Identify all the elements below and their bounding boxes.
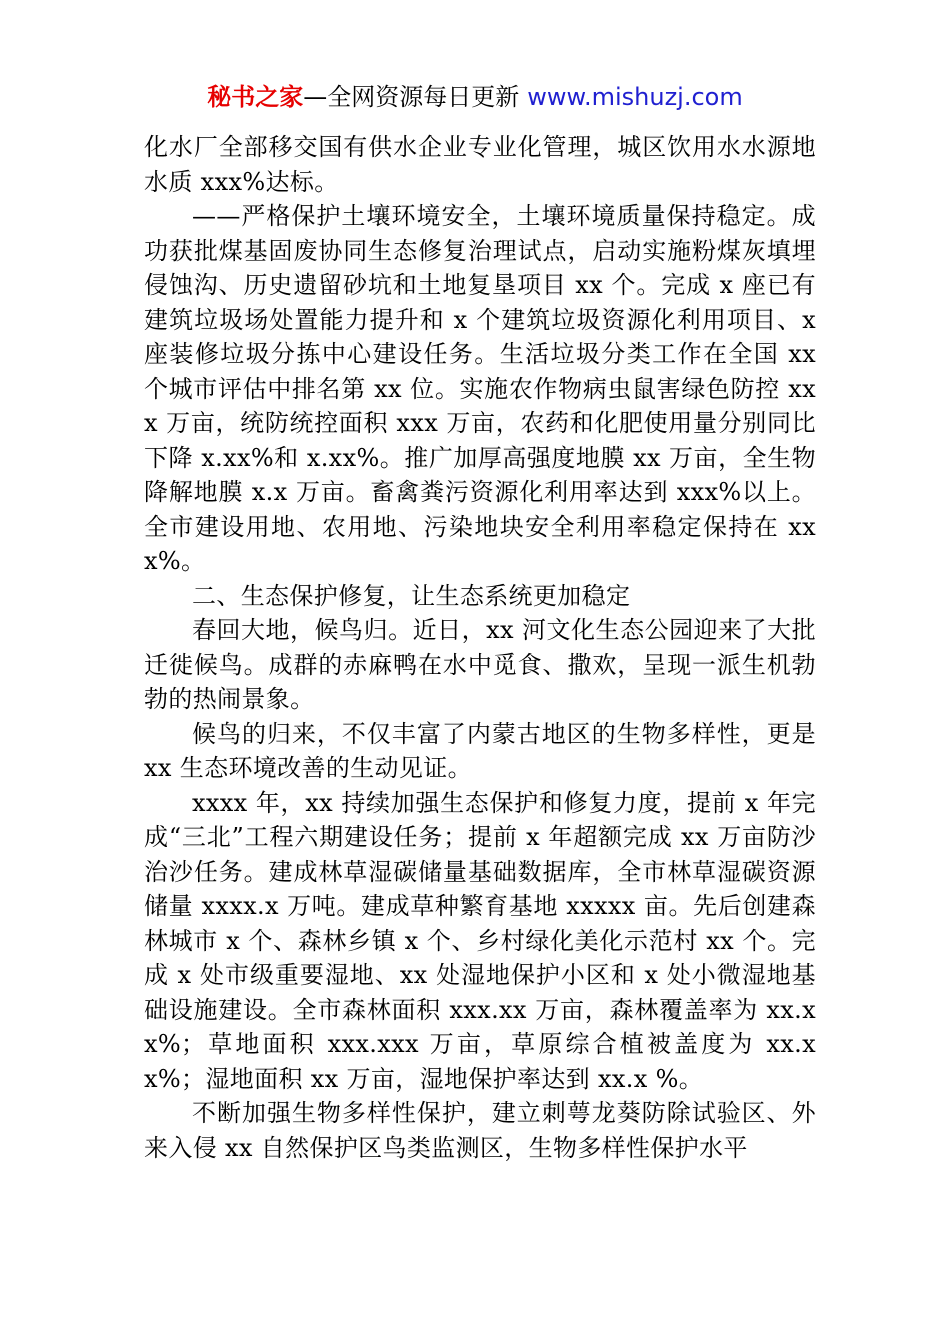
page-header [0,80,950,114]
paragraph: 春回大地，候鸟归。近日，xx 河文化生态公园迎来了大批迁徙候鸟。成群的赤麻鸭在水中觅食、撒欢，呈现一派生机勃勃的热闹景象。 [144,616,816,713]
header-tagline: —全网资源每日更新 [303,83,520,111]
paragraph: ——严格保护土壤环境安全，土壤环境质量保持稳定。成功获批煤基固废协同生态修复治理试点，启动实施粉煤灰填埋侵蚀沟、历史遗留砂坑和土地复垦项目 xx 个。完成 x 座已有建筑垃圾场处置能力提升和 x 个建筑垃圾资源化利用项目、x 座装修垃圾分拣中心建设任务。生活垃圾分类工作在全国 xx 个城市评估中排名第 xx 位。实施农作物病虫鼠害绿色防控 xxx 万亩，统防统控面积 xxx 万亩，农药和化肥使用量分别同比下降 x.xx%和 x.xx%。推广加厚高强度地膜 xx 万亩，全生物降解地膜 x.x 万亩。畜禽粪污资源化利用率达到 xxx%以上。全市建设用地、农用地、污染地块安全利用率稳定保持在 xxx%。 [144,202,816,575]
paragraph: xxxx 年，xx 持续加强生态保护和修复力度，提前 x 年完成“三北”工程六期建设任务；提前 x 年超额完成 xx 万亩防沙治沙任务。建成林草湿碳储量基础数据库，全市林草湿碳资源储量 xxxx.x 万吨。建成草种繁育基地 xxxxx 亩。先后创建森林城市 x 个、森林乡镇 x 个、乡村绿化美化示范村 xx 个。完成 x 处市级重要湿地、xx 处湿地保护小区和 x 处小微湿地基础设施建设。全市森林面积 xxx.xx 万亩，森林覆盖率为 xx.xx%；草地面积 xxx.xxx 万亩，草原综合植被盖度为 xx.xx%；湿地面积 xx 万亩，湿地保护率达到 xx.x %。 [144,788,816,1093]
paragraph: 候鸟的归来，不仅丰富了内蒙古地区的生物多样性，更是 xx 生态环境改善的生动见证。 [144,719,816,782]
paragraph: 化水厂全部移交国有供水企业专业化管理，城区饮用水水源地水质 xxx%达标。 [144,133,816,196]
document-body [144,130,816,1165]
brand-name: 秘书之家 [207,83,304,111]
site-url-link[interactable]: www.mishuzj.com [527,83,743,111]
section-heading: 二、生态保护修复，让生态系统更加稳定 [192,581,631,610]
paragraph: 不断加强生物多样性保护，建立刺萼龙葵防除试验区、外来入侵 xx 自然保护区鸟类监测区，生物多样性保护水平 [144,1099,816,1162]
